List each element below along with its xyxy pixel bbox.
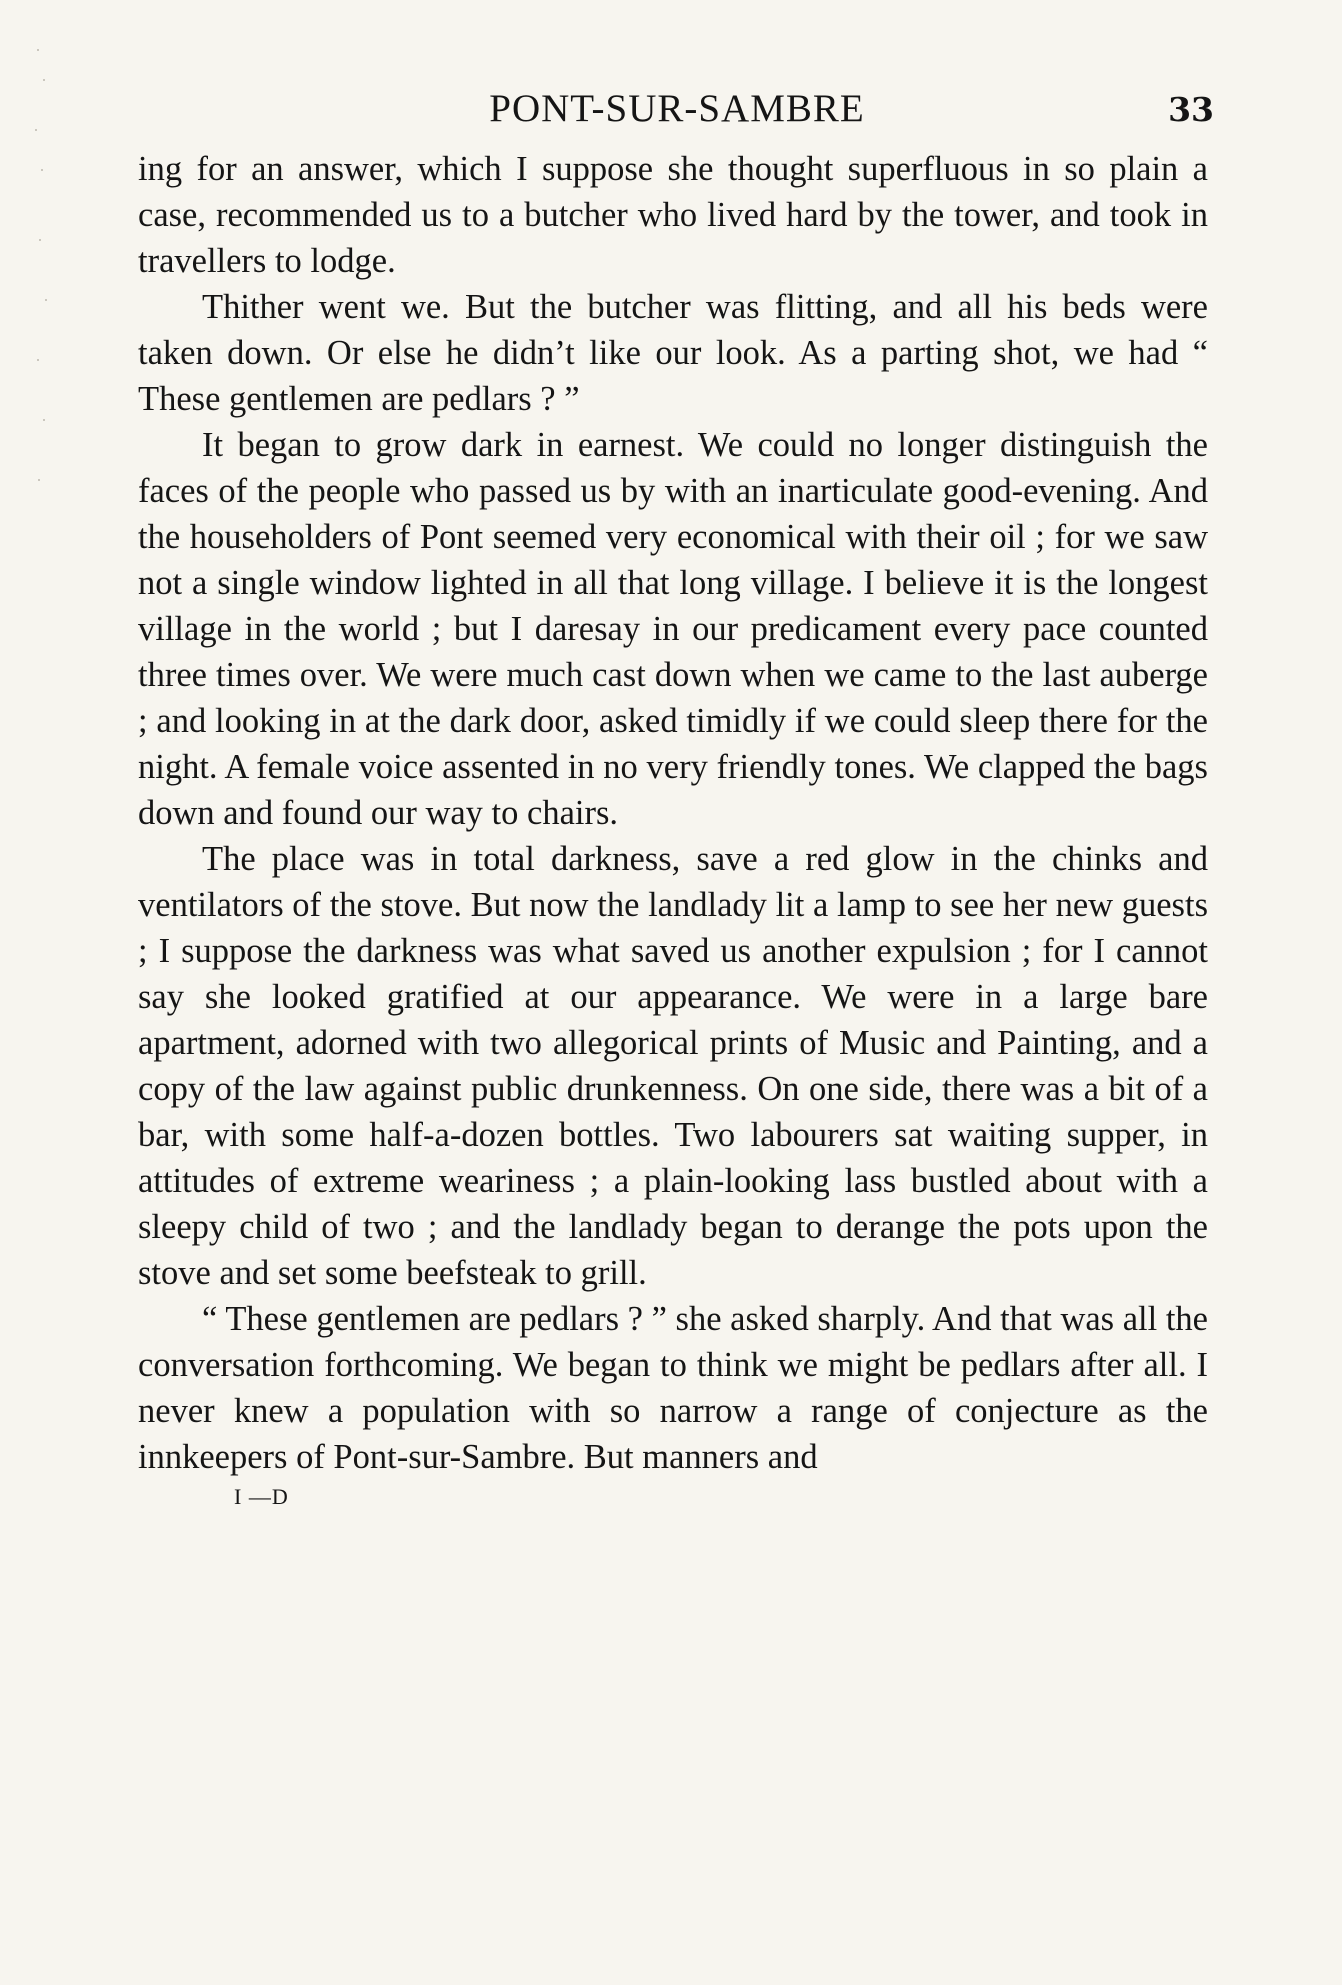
paragraph-2: Thither went we. But the butcher was flitting, and all his beds were taken down. Or else he didn’t like our look. As a parting shot, we had “ These gentlemen are pedlars ? ” bbox=[138, 288, 1208, 418]
running-header bbox=[138, 86, 1214, 146]
signature-mark: I —D bbox=[234, 1484, 289, 1509]
edge-speckles bbox=[30, 40, 70, 520]
running-title: PONT-SUR-SAMBRE bbox=[489, 87, 865, 130]
paragraph-5: “ These gentlemen are pedlars ? ” she asked sharply. And that was all the conversation forthcoming. We began to think we might be pedlars after all. I never knew a population with so narrow a range of conjecture as the innkeepers of Pont-sur-Sambre. But manners and bbox=[138, 1300, 1208, 1476]
page-number: 33 bbox=[1168, 90, 1214, 129]
paragraph-1: ing for an answer, which I suppose she thought superfluous in so plain a case, recommended us to a butcher who lived hard by the tower, and took in travellers to lodge. bbox=[138, 150, 1208, 280]
paragraph-3: It began to grow dark in earnest. We could no longer distinguish the faces of the people who passed us by with an inarticulate good-evening. And the householders of Pont seemed very economical with their oil ; for we saw not a single window lighted in all that long village. I believe it is the longest village in the world ; but I daresay in our predicament every pace counted three times over. We were much cast down when we came to the last auberge ; and looking in at the dark door, asked timidly if we could sleep there for the night. A female voice assented in no very friendly tones. We clapped the bags down and found our way to chairs. bbox=[138, 426, 1208, 832]
book-page bbox=[138, 86, 1214, 1510]
page-edge-marks bbox=[30, 40, 70, 520]
body-text bbox=[138, 146, 1208, 1480]
paragraph-4: The place was in total darkness, save a red glow in the chinks and ventilators of the stove. But now the landlady lit a lamp to see her new guests ; I suppose the darkness was what saved us another expulsion ; for I cannot say she looked gratified at our appearance. We were in a large bare apartment, adorned with two allegorical prints of Music and Painting, and a copy of the law against public drunkenness. On one side, there was a bit of a bar, with some half-a-dozen bottles. Two labourers sat waiting supper, in attitudes of extreme weariness ; a plain-looking lass bustled about with a sleepy child of two ; and the landlady began to derange the pots upon the stove and set some beefsteak to grill. bbox=[138, 840, 1208, 1292]
